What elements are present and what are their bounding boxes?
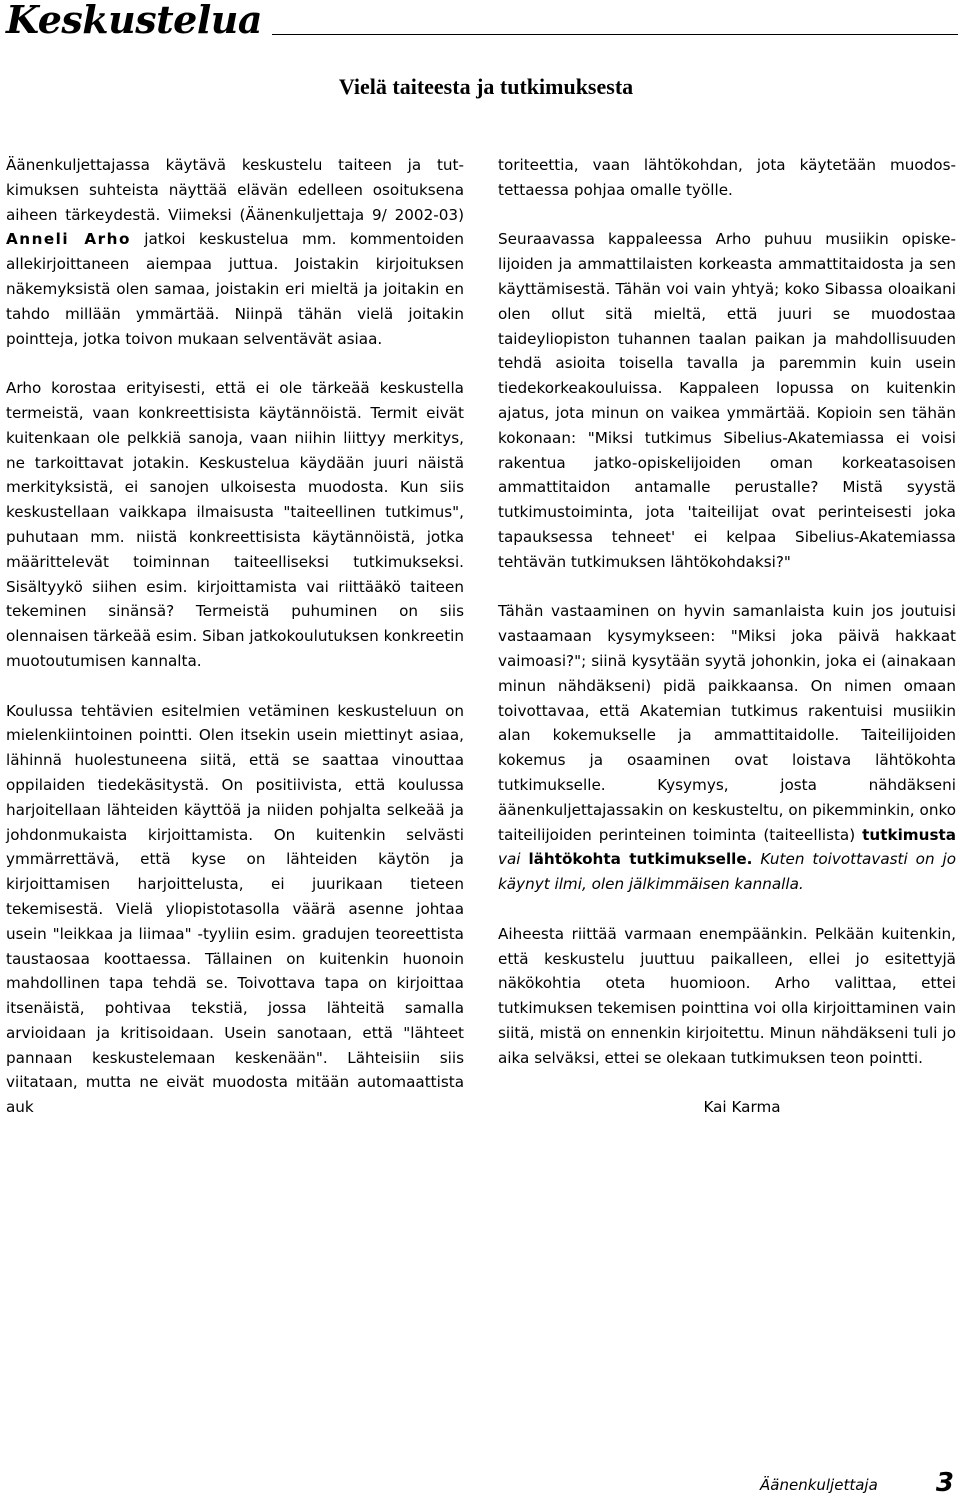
page-number: 3 [935, 1468, 954, 1498]
paragraph-answer-italic: Kuten toivottavasti on jo käynyt ilmi, olen jälkimmäisen kannalla. [498, 850, 956, 894]
left-column [6, 153, 464, 1120]
paragraph-school-continued: toriteettia, vaan lähtökohdan, jota käytetään muodostettaessa pohjaa omalle työlle. [498, 156, 956, 199]
paragraph-answer [498, 599, 956, 897]
footer-journal-name: Äänenkuljettaja [760, 1476, 878, 1494]
section-title: Keskustelua [6, 0, 263, 42]
emphasis-research: tutkimusta [862, 825, 956, 844]
article-title: Vielä taiteesta ja tutkimuksesta [338, 74, 634, 99]
header-rule [272, 34, 958, 35]
paragraph-terms: Arho korostaa erityisesti, että ei ole tärkeää keskustella termeistä, vaan konkreettisista käytännöistä. Termit eivät kuitenkaan ole pelkkiä sanoja, vaan niihin liittyy merkitys, ne tarkoittavat jotakin. Keskustelua käydään juuri näistä merkityksistä, ei sanojen ulkoisesta muodosta. Kun siis keskustellaan vaikkapa ilmaisusta "taiteellinen tutkimus", puhutaan mm. niistä konkreettisista käytännöistä, jotka määrittelevät toiminnan taiteelliseksi tutkimukseksi. Sisältyykö siihen esim. kirjoittamista vai riittääkö taiteen tekeminen sinänsä? Termeistä puhuminen on siis olennaisen tärkeää esim. Siban jatkokoulutuksen konkreetin muotoutumisen kannalta. [6, 379, 464, 670]
author-signature: Kai Karma [703, 1098, 781, 1117]
paragraph-expertise: Seuraavassa kappaleessa Arho puhuu musiikin opiskelijoiden ja ammattilaisten korkeasta ammattitaidosta ja sen käyttämisestä. Tähän voi vain yhtyä; koko Sibassa oloaikani olen ollut sitä mieltä, että juuri se muodostaa taideyliopiston tuhannen taalan paikan ja mahdollisuuden tehdä asioita toisella tavalla ja paremmin kuin usein tiedekorkeakouluissa. Kappaleen lopussa on kuitenkin ajatus, jota minun on vaikea ymmärtää. Kopioin sen tähän kokonaan: "Miksi tutkimus Sibelius-Akatemiassa ei voisi rakentua jatko-opiskelijoiden oman korkeatasoisen ammattitaidon antamalle perustalle? Mistä syystä tutkimustoiminta, jota 'taiteilijat ovat perinteisesti joka tapauksessa tehneet' ei kelpaa Sibelius-Akatemiassa tehtävän tutkimuksen lähtökohdaksi?" [498, 230, 956, 571]
paragraph-intro-text-a: Äänenkuljettajassa käytävä keskustelu taiteen ja tutkimuksen suhteista näyttää elävän edelleen osoituksena aiheen tärkeydestä. Viimeksi (Äänenkuljettaja 9/ 2002-03) [6, 156, 464, 224]
paragraph-intro [6, 153, 464, 351]
emphasis-or: vai [498, 850, 521, 869]
paragraph-school: Koulussa tehtävien esitelmien vetäminen keskusteluun on mielenkiintoinen pointti. Olen itsekin usein miettinyt asiaa, lähinnä huolestuneena siitä, että se saattaa vinouttaa oppilaiden tiedekäsitystä. On positiivista, että koulussa harjoitellaan lähteiden käyttöä ja niiden pohjalta selkeää ja johdonmukaista kirjoittamista. On kuitenkin selvästi ymmärrettävä, että kyse on lähteiden käytön ja kirjoittamisen harjoittelusta, ei juurikaan tieteen tekemisestä. Vielä yliopistotasolla väärä asenne johtaa usein "leikkaa ja liimaa" -tyyliin esim. gradujen teoreettista taustaosaa koottaessa. Tällainen on kuitenkin huonoin mahdollinen tapa tehdä se. Toivottava tapa on kirjoittaa itsenäistä, pohtivaa tekstiä, jossa lähteitä samalla arvioidaan ja kritisoidaan. Usein sanotaan, että "lähteet pannaan keskustelemaan keskenään". Lähteisiin siis viitataan, mutta ne eivät muodosta mitään automaattista auk [6, 701, 464, 1117]
emphasis-starting-point: lähtökohta tutkimukselle. [528, 850, 753, 869]
author-name: Anneli Arho [6, 230, 131, 249]
page-footer [760, 1470, 958, 1500]
paragraph-answer-text: Tähän vastaaminen on hyvin samanlaista kuin jos joutuisi vastaamaan kysymykseen: "Miksi joka päivä hakkaat vaimoasi?"; siinä kysytään syytä johonkin, joka ei (ainakaan minun nähdäkseni) pidä paikkaansa. On nimen omaan toivottavaa, että Akatemian tutkimus rakentuisi musiikin alan kokemukselle ja ammattitaidolle. Taiteilijoiden kokemus ja osaaminen ovat loistava lähtökohta tutkimukselle. Kysymys, josta nähdäkseni äänenkuljettajassakin on keskusteltu, on pikemminkin, onko taiteilijoiden perinteinen toiminta (taiteellista) [498, 602, 956, 844]
right-column [498, 153, 956, 1120]
page-header [0, 0, 960, 50]
paragraph-intro-text-b: jatkoi keskustelua mm. kommentoiden allekirjoittaneen aiempaa juttua. Joistakin kirjoituksen näkemyksistä olen samaa, joistakin eri mieltä ja joitakin en tahdo millään ymmärtää. Niinpä tähän vielä joitakin pointteja, jotka toivon mukaan selventävät asiaa. [6, 230, 464, 348]
paragraph-closing: Aiheesta riittää varmaan enempäänkin. Pelkään kuitenkin, että keskustelu juuttuu paikalleen, ellei jo esitettyjä näkökohtia oteta huomioon. Arho valittaa, ettei tutkimuksen tekemisen pointtina voi olla kirjoittaminen vain siitä, mistä on ennenkin kirjoitettu. Minun nähdäkseni tuli jo aika selväksi, ettei se olekaan tutkimuksen teon pointti. [498, 924, 956, 1067]
